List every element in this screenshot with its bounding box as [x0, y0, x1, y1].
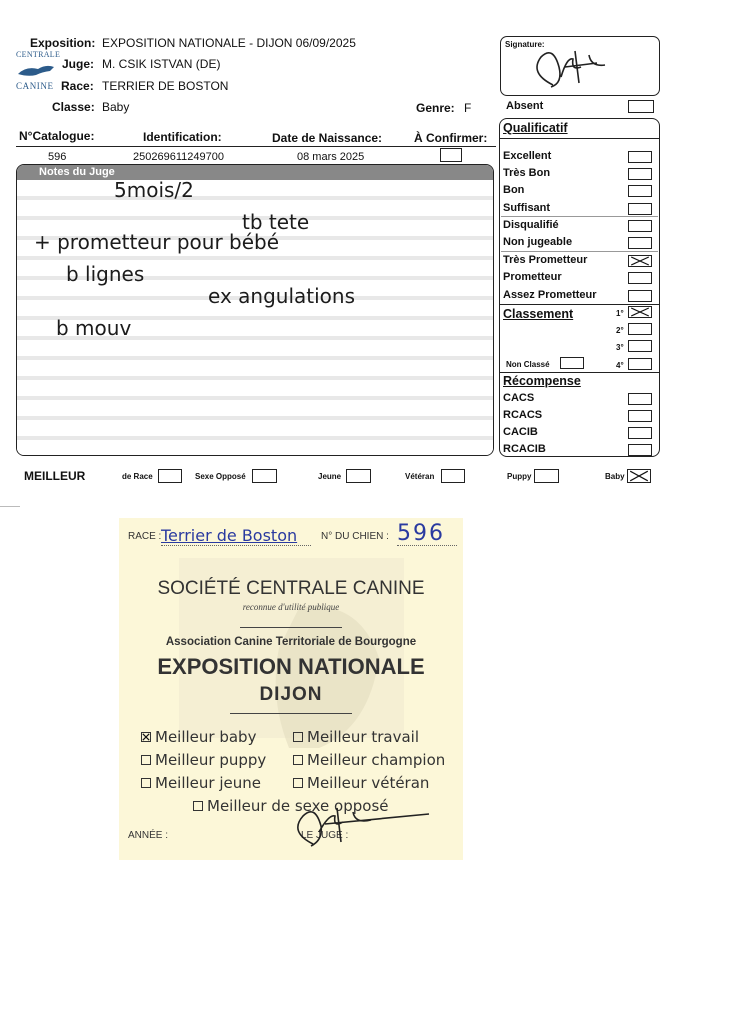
catalogue-label: N°Catalogue:: [19, 129, 95, 143]
classe-value: Baby: [102, 100, 130, 114]
card-rule-1: [240, 627, 342, 628]
qualificatif-item: Assez Prometteur: [503, 289, 597, 301]
classement-checkbox[interactable]: [628, 323, 652, 335]
note-line-2: tb tete: [242, 210, 310, 234]
exposition-value: EXPOSITION NATIONALE - DIJON 06/09/2025: [102, 36, 356, 50]
logo-top-text: CENTRALE: [16, 50, 61, 59]
classement-checkbox[interactable]: [628, 340, 652, 352]
qualificatif-item: Non jugeable: [503, 236, 573, 248]
event-name: EXPOSITION NATIONALE: [157, 654, 425, 679]
option-label: Meilleur vétéran: [307, 774, 430, 792]
recompense-checkbox[interactable]: [628, 393, 652, 405]
identification-value: 250269611249700: [133, 151, 224, 163]
recompense-divider: [499, 372, 660, 373]
option-checkbox[interactable]: [193, 801, 203, 811]
naissance-value: 08 mars 2025: [297, 151, 365, 163]
note-line-5: ex angulations: [208, 284, 355, 308]
qualificatif-checkbox[interactable]: [628, 220, 652, 232]
meilleur-label: MEILLEUR: [24, 469, 86, 483]
card-race-line: [161, 545, 311, 546]
option-label: Meilleur travail: [307, 728, 419, 746]
classement-checkbox[interactable]: [628, 358, 652, 370]
card-option[interactable]: [141, 751, 266, 769]
juge-value: M. CSIK ISTVAN (DE): [102, 57, 221, 71]
option-checkbox[interactable]: [293, 778, 303, 788]
card-rule-2: [230, 713, 352, 714]
qualificatif-item: Très Bon: [503, 167, 551, 179]
signature-box: [500, 36, 660, 96]
confirmer-checkbox[interactable]: [440, 148, 462, 162]
classement-place: 3°: [616, 343, 624, 352]
judge-signature-drawing: [501, 37, 661, 97]
classement-place: 2°: [616, 326, 624, 335]
recompense-item: CACIB: [503, 426, 538, 438]
qualificatif-checkbox[interactable]: [628, 151, 652, 163]
non-classe-label: Non Classé: [506, 360, 550, 369]
qualificatif-item: Bon: [503, 184, 525, 196]
association-name: Association Canine Territoriale de Bourgogne: [165, 636, 417, 648]
recompense-checkbox[interactable]: [628, 427, 652, 439]
meilleur-item: Sexe Opposé: [195, 472, 246, 481]
meilleur-item: Vétéran: [405, 472, 435, 481]
card-option[interactable]: [293, 774, 429, 792]
note-line-4: b lignes: [66, 262, 145, 286]
option-label: Meilleur puppy: [155, 751, 267, 769]
logo-bottom-text: CANINE: [16, 81, 54, 91]
genre-label: Genre:: [416, 101, 455, 115]
option-checkbox[interactable]: [141, 732, 151, 742]
sheet-bottom-edge: [0, 506, 20, 507]
event-city: DIJON: [259, 684, 323, 705]
note-line-3: + prometteur pour bébé: [34, 230, 280, 254]
confirmer-label: À Confirmer:: [414, 131, 488, 145]
qualificatif-checkbox[interactable]: [628, 185, 652, 197]
classement-divider: [499, 304, 660, 305]
notes-header-label: Notes du Juge: [39, 166, 115, 178]
society-subtitle: reconnue d'utilité publique: [242, 602, 340, 612]
classement-place: 1°: [616, 309, 624, 318]
card-option[interactable]: [141, 728, 256, 746]
qualificatif-item: Très Prometteur: [503, 254, 588, 266]
option-checkbox[interactable]: [141, 778, 151, 788]
meilleur-checkbox[interactable]: [346, 469, 371, 483]
recompense-title: Récompense: [503, 374, 581, 388]
card-race-label: RACE :: [128, 531, 162, 542]
note-line-1: 5mois/2: [114, 178, 194, 202]
award-card: [119, 518, 463, 860]
note-line-6: b mouv: [56, 316, 132, 340]
option-label: Meilleur jeune: [155, 774, 261, 792]
signature-label: Signature:: [505, 40, 545, 49]
card-race-value: Terrier de Boston: [161, 526, 298, 545]
meilleur-checkbox[interactable]: [252, 469, 277, 483]
notes-header: [17, 165, 493, 181]
recompense-item: RCACS: [503, 409, 543, 421]
option-label: Meilleur champion: [307, 751, 446, 769]
recompense-checkbox[interactable]: [628, 444, 652, 456]
non-classe-checkbox[interactable]: [560, 357, 584, 369]
qualificatif-checkbox[interactable]: [628, 272, 652, 284]
qualificatif-title: Qualificatif: [503, 121, 568, 135]
meilleur-checkbox[interactable]: [534, 469, 559, 483]
race-label: Race:: [61, 79, 94, 93]
card-chien-value: 596: [397, 521, 445, 546]
qualificatif-separator: [501, 216, 658, 217]
check-mark-icon: [629, 256, 651, 266]
society-name: SOCIÉTÉ CENTRALE CANINE: [157, 578, 425, 599]
card-option[interactable]: [293, 728, 419, 746]
qualificatif-divider: [499, 138, 660, 139]
qualificatif-item: Suffisant: [503, 202, 551, 214]
meilleur-item: de Race: [122, 472, 153, 481]
check-mark-icon: [142, 733, 150, 741]
absent-checkbox[interactable]: [628, 100, 654, 113]
qualificatif-item: Disqualifié: [503, 219, 559, 231]
option-label: Meilleur baby: [155, 728, 257, 746]
scc-logo: [16, 50, 61, 94]
card-judge-signature: [259, 792, 459, 852]
juge-label: Juge:: [62, 57, 95, 71]
option-checkbox[interactable]: [293, 755, 303, 765]
annee-label: ANNÉE :: [128, 830, 169, 841]
classe-label: Classe:: [52, 100, 95, 114]
identification-label: Identification:: [143, 130, 222, 144]
dog-logo-icon: [16, 60, 58, 80]
check-mark-icon: [628, 470, 650, 482]
qualificatif-checkbox[interactable]: [628, 255, 652, 267]
card-option[interactable]: [293, 751, 445, 769]
header-divider: [16, 146, 496, 147]
notes-box: [16, 164, 494, 456]
absent-label: Absent: [506, 100, 544, 112]
classement-title: Classement: [503, 307, 574, 321]
recompense-item: RCACIB: [503, 443, 546, 455]
qualificatif-checkbox[interactable]: [628, 237, 652, 249]
recompense-item: CACS: [503, 392, 535, 404]
recompense-checkbox[interactable]: [628, 410, 652, 422]
naissance-label: Date de Naissance:: [272, 131, 383, 145]
option-checkbox[interactable]: [293, 732, 303, 742]
meilleur-item: Jeune: [318, 472, 342, 481]
qualificatif-separator: [501, 251, 658, 252]
qualificatif-checkbox[interactable]: [628, 203, 652, 215]
meilleur-checkbox[interactable]: [627, 469, 651, 483]
genre-value: F: [464, 101, 472, 115]
classement-checkbox[interactable]: [628, 306, 652, 318]
option-label: Meilleur de sexe opposé: [207, 797, 389, 815]
card-juge-label: LE JUGE :: [301, 830, 349, 841]
qualificatif-item: Excellent: [503, 150, 552, 162]
check-mark-icon: [629, 307, 651, 317]
qualificatif-checkbox[interactable]: [628, 290, 652, 302]
meilleur-checkbox[interactable]: [158, 469, 182, 483]
option-checkbox[interactable]: [141, 755, 151, 765]
meilleur-item: Baby: [605, 472, 625, 481]
card-option[interactable]: [141, 774, 261, 792]
race-value: TERRIER DE BOSTON: [102, 79, 229, 93]
exposition-label: Exposition:: [30, 36, 96, 50]
qualificatif-checkbox[interactable]: [628, 168, 652, 180]
meilleur-checkbox[interactable]: [441, 469, 465, 483]
classement-place: 4°: [616, 361, 624, 370]
meilleur-item: Puppy: [507, 472, 532, 481]
card-chien-label: N° DU CHIEN :: [321, 531, 389, 542]
catalogue-value: 596: [48, 151, 67, 163]
qualificatif-item: Prometteur: [503, 271, 562, 283]
